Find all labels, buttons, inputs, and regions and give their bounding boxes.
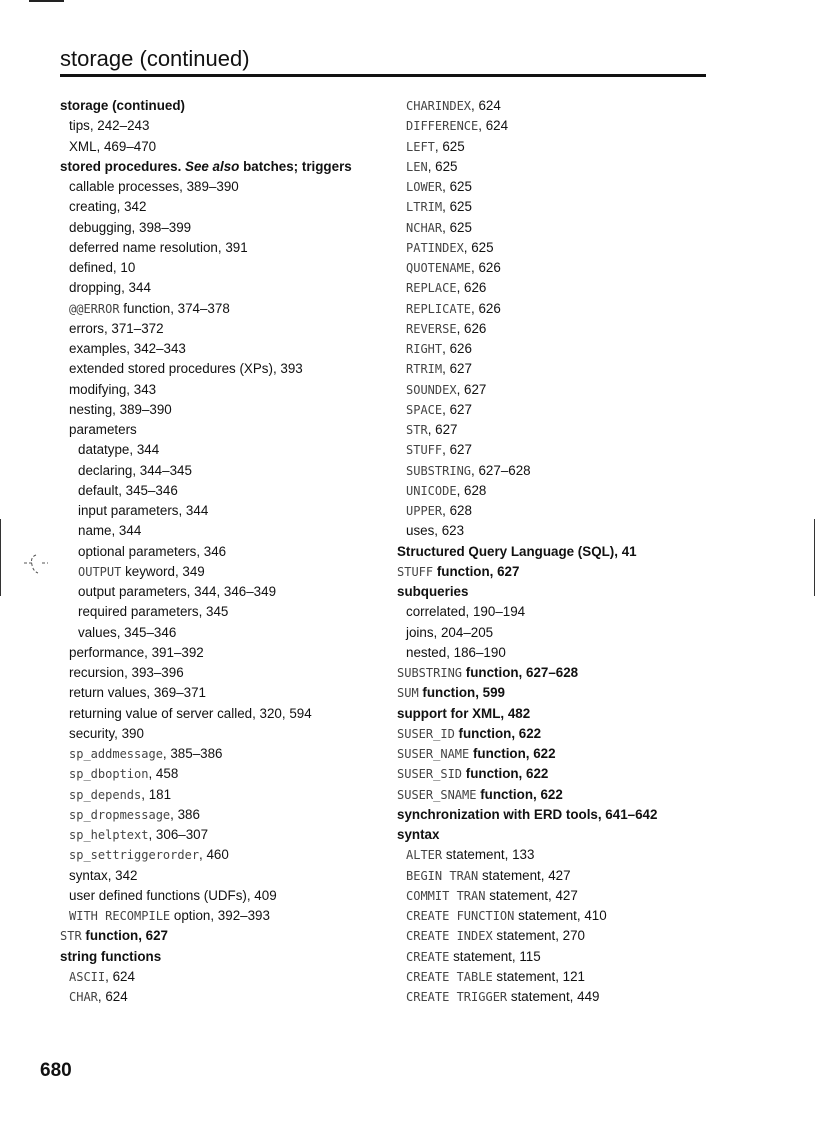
entry-text: , 624: [478, 118, 509, 134]
code-term: sp_addmessage: [69, 747, 163, 761]
code-term: sp_depends: [69, 787, 142, 802]
index-main-entry: [397, 683, 737, 703]
entry-text: default, 345–346: [78, 482, 178, 498]
code-term: ALTER: [406, 848, 443, 863]
index-subentry: [397, 319, 737, 339]
entry-text: keyword, 349: [121, 563, 205, 579]
index-subentry: [397, 926, 737, 946]
code-term: LOWER: [406, 180, 443, 194]
index-subentry: [397, 238, 737, 258]
header-rule: [60, 74, 706, 77]
entry-text: , 460: [199, 847, 229, 863]
entry-text: errors, 371–372: [69, 320, 164, 336]
entry-text: datatype, 344: [78, 442, 160, 458]
entry-text: storage (continued): [60, 98, 185, 113]
code-term: CREATE TRIGGER: [406, 990, 508, 1004]
index-subentry: [397, 116, 737, 136]
entry-text: callable processes, 389–390: [69, 179, 239, 194]
index-main-entry: [397, 805, 737, 825]
code-term: OUTPUT: [78, 564, 122, 579]
entry-text: examples, 342–343: [69, 341, 186, 356]
entry-text: , 181: [141, 786, 172, 802]
index-subentry: [60, 825, 390, 845]
entry-text: returning value of server called, 320, 594: [69, 705, 312, 721]
entry-text: subqueries: [397, 584, 469, 599]
code-term: CREATE INDEX: [406, 929, 493, 944]
index-subentry: [397, 886, 737, 906]
entry-text: statement, 121: [492, 968, 586, 984]
code-term: UPPER: [406, 504, 443, 518]
entry-text: deferred name resolution, 391: [69, 239, 248, 255]
entry-text: function, 622: [462, 766, 549, 782]
entry-text: , 625: [463, 239, 494, 255]
code-term: PATINDEX: [406, 240, 464, 255]
entry-text: , 625: [427, 158, 458, 174]
index-main-entry: [397, 542, 737, 562]
code-term: RIGHT: [406, 342, 443, 356]
index-main-entry: [397, 562, 737, 582]
code-term: DIFFERENCE: [406, 119, 479, 134]
index-subentry: [60, 177, 390, 197]
entry-text: , 306–307: [148, 827, 209, 842]
index-subentry: [397, 440, 737, 460]
entry-text: function, 622: [476, 786, 563, 802]
index-main-entry: [60, 157, 390, 177]
index-subentry: [60, 886, 390, 906]
index-subentry: [60, 845, 390, 865]
index-subentry: [60, 906, 390, 926]
index-subentry: [397, 501, 737, 521]
index-subentry: [397, 359, 737, 379]
entry-text: parameters: [69, 422, 137, 437]
entry-text: nesting, 389–390: [69, 401, 172, 417]
entry-text: statement, 270: [492, 928, 586, 944]
entry-text: , 628: [442, 503, 472, 518]
entry-text: , 624: [97, 989, 128, 1004]
entry-text: extended stored procedures (XPs), 393: [69, 361, 303, 377]
code-term: sp_settriggerorder: [69, 848, 200, 863]
entry-text: synchronization with ERD tools, 641–642: [397, 806, 658, 822]
index-main-entry: [397, 764, 737, 784]
entry-text: , 628: [456, 482, 487, 498]
index-subentry: [397, 845, 737, 865]
index-column-right: [397, 96, 737, 1007]
entry-text: , 626: [442, 341, 472, 356]
entry-text: , 627: [456, 381, 487, 397]
index-subentry: [60, 197, 390, 217]
code-term: sp_helptext: [69, 828, 149, 842]
index-subentry: [397, 400, 737, 420]
entry-text: input parameters, 344: [78, 503, 209, 518]
entry-text: nested, 186–190: [406, 644, 506, 660]
entry-text: , 627: [442, 401, 472, 417]
index-subentry: [397, 866, 737, 886]
entry-text: , 385–386: [162, 746, 223, 761]
index-subentry: [60, 420, 390, 440]
index-subentry: [397, 339, 737, 359]
code-term: SUM: [397, 686, 419, 701]
index-subentry: [60, 339, 390, 359]
index-subentry: [60, 704, 390, 724]
code-term: CREATE FUNCTION: [406, 909, 515, 923]
index-main-entry: [397, 663, 737, 683]
index-subentry: [60, 380, 390, 400]
index-subentry: [60, 359, 390, 379]
index-main-entry: [397, 825, 737, 845]
index-subentry: [60, 744, 390, 764]
code-term: REVERSE: [406, 321, 457, 336]
index-subentry: [60, 764, 390, 784]
entry-text: , 627: [442, 442, 472, 458]
entry-text: tips, 242–243: [69, 118, 150, 134]
code-term: sp_dropmessage: [69, 807, 171, 822]
entry-text: statement, 410: [514, 908, 607, 923]
code-term: sp_dboption: [69, 767, 149, 782]
entry-text: option, 392–393: [170, 908, 270, 923]
index-subentry: [397, 380, 737, 400]
code-term: SUSER_SNAME: [397, 787, 477, 802]
index-main-entry: [60, 96, 390, 116]
entry-text: user defined functions (UDFs), 409: [69, 887, 277, 903]
index-subentry: [60, 724, 390, 744]
margin-scribble-mark: [22, 545, 50, 575]
index-subentry: [397, 602, 737, 622]
code-term: CREATE: [406, 949, 450, 964]
entry-text: function, 599: [418, 685, 505, 701]
entry-text: , 625: [434, 138, 465, 154]
entry-text: , 626: [471, 260, 501, 275]
entry-text: joins, 204–205: [406, 624, 494, 640]
index-subentry: [397, 258, 737, 278]
entry-text: , 626: [456, 320, 487, 336]
entry-text: uses, 623: [406, 523, 465, 539]
entry-text: statement, 133: [442, 847, 535, 863]
index-subentry: [397, 197, 737, 217]
code-term: SUBSTRING: [397, 666, 463, 680]
code-term: SUBSTRING: [406, 463, 472, 478]
index-subentry: [60, 663, 390, 683]
entry-text: stored procedures.: [60, 158, 186, 174]
index-subentry: [60, 481, 390, 501]
entry-text: debugging, 398–399: [69, 219, 192, 235]
index-subentry: [397, 420, 737, 440]
index-subentry: [397, 96, 737, 116]
code-term: QUOTENAME: [406, 261, 472, 275]
entry-text: batches; triggers: [239, 158, 352, 174]
code-term: LEFT: [406, 139, 435, 154]
page-number: 680: [40, 1060, 72, 1081]
entry-text: creating, 342: [69, 199, 147, 215]
index-subentry: [60, 785, 390, 805]
entry-text: XML, 469–470: [69, 138, 157, 154]
code-term: NCHAR: [406, 220, 443, 235]
running-header-title: storage (continued): [60, 46, 250, 71]
index-subentry: [60, 461, 390, 481]
entry-text: string functions: [60, 948, 162, 964]
index-main-entry: [397, 724, 737, 744]
top-edge-rule: [29, 0, 64, 2]
entry-text: required parameters, 345: [78, 604, 229, 620]
index-subentry: [397, 521, 737, 541]
entry-text: statement, 427: [485, 887, 578, 903]
code-term: LEN: [406, 159, 428, 174]
index-subentry: [60, 278, 390, 298]
index-subentry: [397, 987, 737, 1007]
index-subentry: [397, 947, 737, 967]
code-term: SOUNDEX: [406, 382, 457, 397]
entry-text: , 386: [170, 806, 200, 822]
index-subentry: [60, 967, 390, 987]
index-subentry: [397, 967, 737, 987]
code-term: STUFF: [406, 443, 443, 458]
index-subentry: [60, 400, 390, 420]
index-subentry: [397, 278, 737, 298]
index-subentry: [397, 137, 737, 157]
code-term: STUFF: [397, 564, 434, 579]
index-subentry: [60, 521, 390, 541]
index-subentry: [60, 866, 390, 886]
index-main-entry: [397, 744, 737, 764]
entry-text: security, 390: [69, 725, 144, 741]
entry-text: , 458: [148, 766, 179, 782]
entry-text: statement, 427: [478, 867, 571, 883]
entry-text: , 627: [442, 361, 472, 377]
index-subentry: [60, 137, 390, 157]
index-subentry: [60, 440, 390, 460]
index-subentry: [60, 116, 390, 136]
index-subentry: [397, 218, 737, 238]
entry-text: modifying, 343: [69, 381, 157, 397]
entry-text: statement, 449: [507, 989, 600, 1004]
entry-text: support for XML, 482: [397, 705, 531, 721]
entry-text: correlated, 190–194: [406, 604, 526, 620]
index-subentry: [397, 481, 737, 501]
code-term: SPACE: [406, 402, 443, 417]
code-term: STR: [60, 929, 82, 944]
entry-text: syntax: [397, 827, 440, 842]
index-main-entry: [397, 582, 737, 602]
entry-text: statement, 115: [449, 948, 541, 964]
code-term: RTRIM: [406, 362, 443, 377]
left-margin-rule: [0, 519, 1, 596]
entry-text: values, 345–346: [78, 624, 177, 640]
entry-text: declaring, 344–345: [78, 462, 192, 478]
index-subentry: [60, 602, 390, 622]
code-term: SUSER_ID: [397, 726, 455, 741]
index-main-entry: [60, 926, 390, 946]
code-term: LTRIM: [406, 200, 443, 215]
entry-text: function, 374–378: [119, 300, 230, 316]
entry-text: name, 344: [78, 523, 142, 539]
index-subentry: [60, 805, 390, 825]
code-term: STR: [406, 423, 428, 437]
code-term: @@ERROR: [69, 301, 120, 316]
entry-text: function, 627–628: [462, 665, 579, 680]
entry-text: , 624: [105, 968, 135, 984]
index-subentry: [60, 987, 390, 1007]
entry-text: return values, 369–371: [69, 685, 206, 701]
code-term: CHAR: [69, 990, 98, 1004]
index-subentry: [397, 643, 737, 663]
entry-text: , 626: [471, 300, 501, 316]
index-subentry: [397, 157, 737, 177]
code-term: CREATE TABLE: [406, 969, 493, 984]
entry-text: recursion, 393–396: [69, 665, 184, 680]
index-subentry: [60, 299, 390, 319]
index-subentry: [397, 461, 737, 481]
entry-text: defined, 10: [69, 260, 136, 275]
index-subentry: [60, 501, 390, 521]
code-term: UNICODE: [406, 483, 457, 498]
index-subentry: [60, 218, 390, 238]
cross-reference-label: See also: [185, 158, 240, 174]
index-subentry: [397, 177, 737, 197]
code-term: REPLICATE: [406, 301, 472, 316]
code-term: BEGIN TRAN: [406, 868, 479, 883]
entry-text: , 625: [442, 179, 472, 194]
entry-text: syntax, 342: [69, 867, 138, 883]
entry-text: function, 622: [454, 725, 542, 741]
index-subentry: [60, 623, 390, 643]
entry-text: optional parameters, 346: [78, 543, 227, 559]
entry-text: output parameters, 344, 346–349: [78, 584, 277, 599]
index-subentry: [60, 319, 390, 339]
entry-text: function, 622: [469, 746, 556, 761]
index-main-entry: [397, 704, 737, 724]
index-subentry: [60, 562, 390, 582]
entry-text: Structured Query Language (SQL), 41: [397, 543, 637, 559]
code-term: REPLACE: [406, 281, 457, 296]
index-subentry: [60, 582, 390, 602]
entry-text: , 627–628: [471, 462, 531, 478]
entry-text: function, 627: [433, 563, 520, 579]
index-subentry: [60, 238, 390, 258]
index-subentry: [397, 906, 737, 926]
index-main-entry: [397, 785, 737, 805]
code-term: WITH RECOMPILE: [69, 909, 171, 923]
index-column-left: [60, 96, 390, 1007]
entry-text: , 627: [427, 422, 458, 437]
entry-text: , 624: [471, 98, 501, 113]
index-subentry: [60, 683, 390, 703]
entry-text: , 625: [442, 199, 472, 215]
entry-text: dropping, 344: [69, 280, 151, 296]
code-term: CHARINDEX: [406, 99, 472, 113]
code-term: COMMIT TRAN: [406, 888, 486, 903]
code-term: ASCII: [69, 969, 106, 984]
entry-text: performance, 391–392: [69, 644, 204, 660]
index-main-entry: [60, 947, 390, 967]
index-subentry: [60, 258, 390, 278]
entry-text: , 626: [456, 280, 487, 296]
code-term: SUSER_NAME: [397, 747, 470, 761]
index-subentry: [60, 643, 390, 663]
right-margin-rule: [814, 519, 815, 596]
entry-text: , 625: [442, 219, 472, 235]
index-subentry: [397, 623, 737, 643]
index-subentry: [397, 299, 737, 319]
index-subentry: [60, 542, 390, 562]
code-term: SUSER_SID: [397, 767, 463, 782]
entry-text: function, 627: [81, 928, 168, 944]
